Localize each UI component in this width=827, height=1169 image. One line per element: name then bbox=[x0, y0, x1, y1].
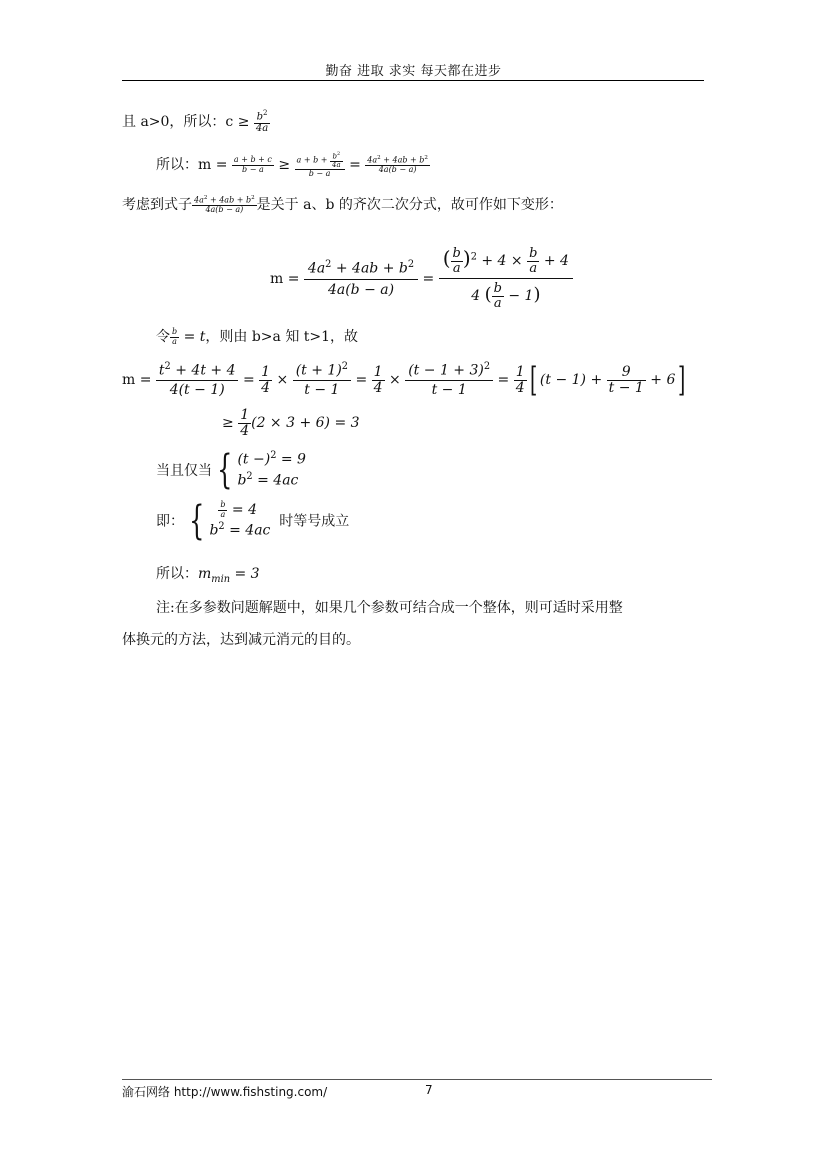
iff-prefix: 当且仅当 bbox=[156, 462, 212, 479]
equality-holds: 时等号成立 bbox=[279, 513, 350, 530]
fraction-expr: $\frac{4a^2 + 4ab + b^2}{4a(b - a)}$ bbox=[194, 194, 255, 214]
fraction-nested: a + b + $\frac{b^2}{4a}$ b − a bbox=[295, 152, 345, 178]
condition-text: 且 a>0，所以：c ≥ bbox=[122, 114, 250, 131]
fraction-quarter-1: $\frac{1}{4}$ bbox=[261, 363, 271, 396]
fraction-b-a: $\frac{b}{a}$ bbox=[172, 327, 178, 346]
line-condition bbox=[122, 110, 270, 134]
namely-prefix: 即： bbox=[156, 513, 184, 530]
note-line-2: 体换元的方法，达到减元消元的目的。 bbox=[122, 632, 360, 648]
fraction-m-original: $\frac{4a^2 + 4ab + b^2}{4a(b - a)}$ bbox=[304, 260, 418, 298]
fraction-quarter-3: $\frac{1}{4}$ bbox=[515, 363, 525, 396]
fraction-t-plus-1: $\frac{(t + 1)^2}{t - 1}$ bbox=[293, 362, 351, 398]
system-2: $\frac{b}{a}$ = 4 $b^2 = 4ac$ bbox=[209, 500, 271, 539]
fraction-t-quadratic: $\frac{t^2 + 4t + 4}{4(t - 1)}$ bbox=[156, 362, 239, 398]
fraction-abc: $\frac{a + b + c}{b - a}$ bbox=[233, 155, 272, 174]
m-prefix: 所以：m = bbox=[156, 157, 228, 174]
fraction-result: $\frac{4a^2 + 4ab + b^2}{4a(b - a)}$ bbox=[367, 154, 428, 175]
line-homogeneous bbox=[122, 194, 563, 214]
let-prefix: 令 bbox=[156, 329, 170, 345]
line-conclusion: 所以：$m_{min} = 3$ bbox=[156, 566, 260, 585]
footer-site: 渝石网络 http://www.fishsting.com/ bbox=[122, 1085, 328, 1099]
header-rule bbox=[122, 80, 704, 81]
fraction-b2-4a: $\frac{b^2}{4a}$ bbox=[255, 109, 269, 134]
line-m-inequality: 所以：m = $\frac{a + b + c}{b - a}$ ≥ a + b + $\frac{b^2}{4a}$ b − a = $\frac{4a^2 + 4ab + b^2}{4a(b - a)}$ bbox=[156, 151, 428, 179]
fraction-quarter-2: $\frac{1}{4}$ bbox=[373, 363, 383, 396]
line-equality-condition: 当且仅当 { $(t -)^2 = 9$ $b^2 = 4ac$ bbox=[156, 446, 306, 493]
note-line-1: 注:在多参数问题解题中，如果几个参数可结合成一个整体，则可适时采用整 bbox=[156, 600, 623, 616]
line-system-2: 即： { $\frac{b}{a}$ = 4 $b^2 = 4ac$ 时等号成立 bbox=[156, 497, 350, 544]
footer-page-number: 7 bbox=[425, 1083, 433, 1097]
fraction-t-minus-1-plus-3: $\frac{(t - 1 + 3)^2}{t - 1}$ bbox=[405, 362, 493, 398]
let-suffix: ，则由 b>a 知 t>1，故 bbox=[205, 329, 359, 345]
fraction-m-ratio: ( $\frac{b}{a}$ )$^2$ + 4 × $\frac{b}{a}$ + 4 4 ( $\frac{b}{a}$ − 1) bbox=[439, 247, 573, 311]
header-motto: 勤奋 进取 求实 每天都在进步 bbox=[325, 64, 502, 79]
fraction-9-over: $\frac{9}{t - 1}$ bbox=[608, 363, 644, 396]
equation-transform: m = $\frac{4a^2 + 4ab + b^2}{4a(b - a)}$ = ( $\frac{b}{a}$ )$^2$ + 4 × $\frac{b}{a}$ + 4 4 ( $\frac{b}{a}$ − 1) bbox=[270, 247, 573, 311]
conclusion-prefix: 所以： bbox=[156, 566, 198, 582]
line-substitution: 令 $\frac{b}{a}$ = t，则由 b>a 知 t>1，故 bbox=[156, 327, 359, 346]
footer-rule bbox=[122, 1079, 712, 1080]
system-1: $(t -)^2 = 9$ $b^2 = 4ac$ bbox=[237, 450, 306, 489]
equation-t: m = $\frac{t^2 + 4t + 4}{4(t - 1)}$ = $\frac{1}{4}$ × $\frac{(t + 1)^2}{t - 1}$ = $\frac{1}{4}$ × $\frac{(t - 1 + 3)^2}{t - 1}$ = $\frac{1}{4}$ [ (t − 1) + $\frac{9}{t - 1}$ + 6] bbox=[122, 360, 686, 401]
fraction-quarter-4: $\frac{1}{4}$ bbox=[240, 407, 250, 439]
consider-prefix: 考虑到式子 bbox=[122, 197, 192, 213]
consider-suffix: 是关于 a、b 的齐次二次分式，故可作如下变形： bbox=[256, 197, 563, 213]
equation-min-bound: ≥ $\frac{1}{4}$ (2 × 3 + 6) = 3 bbox=[222, 407, 360, 439]
